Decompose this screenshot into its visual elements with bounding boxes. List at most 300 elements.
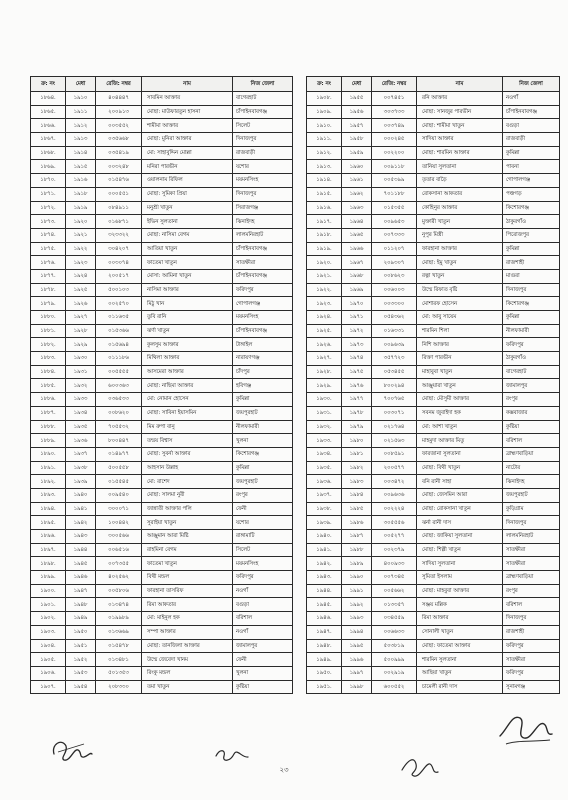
- cell-serial: ১৯৪২.: [307, 557, 342, 571]
- cell-district: খুলনা: [233, 666, 293, 680]
- cell-merit: ১৯১৮: [66, 187, 96, 201]
- cell-name: ফারজানা সুলতানা: [417, 447, 503, 461]
- cell-reg: ০০৯৫৪০: [96, 488, 142, 502]
- cell-name: মোসা: আমিনা খাতুন: [142, 269, 233, 283]
- cell-merit: ১৯৫৮: [342, 133, 372, 147]
- cell-serial: ১৮৬৭.: [31, 133, 66, 147]
- cell-merit: ১৯৫৭: [342, 119, 372, 133]
- cell-name: তৃতার বাড়ৈ: [417, 174, 503, 188]
- cell-merit: ১৯৫১: [66, 639, 96, 653]
- cell-reg: ৫০০৯৯৯: [372, 653, 417, 667]
- cell-serial: ১৮৭৭.: [31, 269, 66, 283]
- cell-district: ঠাকুরগাঁও: [503, 352, 560, 366]
- table-row: [307, 311, 560, 325]
- cell-district: বাগেরহাট: [233, 92, 293, 106]
- cell-reg: ০০০২৪৫: [372, 133, 417, 147]
- merit-list-table-right: [306, 76, 560, 694]
- cell-serial: ১৮৮৩.: [31, 352, 66, 366]
- cell-district: গোপালগঞ্জ: [233, 297, 293, 311]
- cell-reg: ০০৮৬২৩: [372, 269, 417, 283]
- table-row: [31, 488, 293, 502]
- cell-merit: ১৯৯৪: [342, 625, 372, 639]
- cell-reg: ০০৩০৭১: [372, 406, 417, 420]
- cell-name: মোছা: বিথী খাতুন: [417, 461, 503, 475]
- cell-district: বগুড়া: [233, 598, 293, 612]
- cell-merit: ১৯১৪: [66, 146, 96, 160]
- cell-reg: ০৩৬৫৩৩: [96, 393, 142, 407]
- cell-serial: ১৮৯৫.: [31, 516, 66, 530]
- header-reg: রেজি: নম্বর: [372, 77, 417, 92]
- cell-serial: ১৯৩৪.: [307, 447, 342, 461]
- cell-district: রংপুর: [233, 488, 293, 502]
- cell-name: উম্মে জেবেদা খানম: [142, 653, 233, 667]
- cell-name: আসমেরা আক্তার: [142, 365, 233, 379]
- cell-merit: ১৯৯৫: [342, 639, 372, 653]
- cell-serial: ১৮৬৮.: [31, 146, 66, 160]
- cell-merit: ১৯৯২: [342, 598, 372, 612]
- cell-merit: ১৯৩৫: [66, 420, 96, 434]
- cell-district: পাবনা: [503, 160, 560, 174]
- cell-name: তমা খাতুন: [142, 680, 233, 694]
- cell-merit: ১৯৯১: [342, 584, 372, 598]
- cell-name: বিথী মন্ডল: [142, 571, 233, 585]
- cell-reg: ০১৩৪৭৪: [96, 598, 142, 612]
- cell-merit: ১৯৮৪: [342, 488, 372, 502]
- header-merit: মেধা: [342, 77, 372, 92]
- cell-reg: ০০৮৬২০: [96, 406, 142, 420]
- cell-name: রনি আক্তার: [417, 92, 503, 106]
- cell-name: ওয়ালনাম রিফিল: [142, 174, 233, 188]
- cell-serial: ১৮৮২.: [31, 338, 66, 352]
- cell-merit: ১৯৩১: [66, 365, 96, 379]
- cell-district: ফরিদপুর: [503, 666, 560, 680]
- cell-name: রিক্তা পারভীন: [417, 352, 503, 366]
- cell-merit: ১৯৭৪: [342, 352, 372, 366]
- cell-reg: ০১৫৩৫৫: [372, 201, 417, 215]
- cell-district: দিনাজপুর: [233, 187, 293, 201]
- cell-serial: ১৯৩২.: [307, 420, 342, 434]
- cell-district: লালমনিরহাট: [503, 530, 560, 544]
- cell-serial: ১৮৬৫.: [31, 105, 66, 119]
- cell-name: মোছা: সালমা নুরী: [142, 488, 233, 502]
- cell-serial: ১৮৬৯.: [31, 160, 66, 174]
- cell-merit: ১৯৮৮: [342, 543, 372, 557]
- cell-merit: ১৯৬২: [342, 187, 372, 201]
- cell-serial: ১৮৭০.: [31, 174, 66, 188]
- cell-district: পিরোজপুর: [503, 228, 560, 242]
- cell-district: জামালপুর: [233, 639, 293, 653]
- cell-district: গোপালগঞ্জ: [503, 174, 560, 188]
- header-serial: ক্র: নং: [31, 77, 66, 92]
- cell-name: মোছা: তানজিলা আক্তার: [142, 639, 233, 653]
- cell-reg: ০১১৬৩৫: [96, 311, 142, 325]
- cell-district: কিশোরগঞ্জ: [503, 297, 560, 311]
- table-row: [307, 324, 560, 338]
- cell-district: মাগুরা: [503, 269, 560, 283]
- cell-serial: ১৯১৯.: [307, 242, 342, 256]
- table-row: [31, 639, 293, 653]
- cell-serial: ১৯২৫.: [307, 324, 342, 338]
- table-row: [31, 502, 293, 516]
- cell-serial: ১৯৪০.: [307, 530, 342, 544]
- cell-reg: ৪০৪৪৪৭: [96, 92, 142, 106]
- merit-list-table-left: [30, 76, 293, 694]
- cell-district: কুমিল্লা: [233, 393, 293, 407]
- cell-district: নওগাঁ: [503, 92, 560, 106]
- cell-district: চাঁপাইনবাবগঞ্জ: [233, 105, 293, 119]
- table-row: [307, 283, 560, 297]
- cell-merit: ১৯৪৮: [66, 598, 96, 612]
- cell-reg: ০২১৫৬৩: [372, 434, 417, 448]
- page-number: ২৩: [279, 766, 289, 774]
- cell-serial: ১৯০০.: [31, 584, 66, 598]
- table-row: [307, 475, 560, 489]
- cell-district: ময়মনসিংহ: [233, 311, 293, 325]
- cell-serial: ১৮৯০.: [31, 447, 66, 461]
- cell-reg: ২০০৫৭৭: [372, 461, 417, 475]
- table-row: [307, 612, 560, 626]
- cell-reg: ০০৭৩৫৫: [96, 557, 142, 571]
- cell-name: ফারহানা আক্তার: [417, 242, 503, 256]
- cell-reg: ০৮৪৯১১: [96, 201, 142, 215]
- cell-reg: ৩২৩৩২২: [96, 228, 142, 242]
- cell-reg: ০০৩০৭৪: [96, 256, 142, 270]
- cell-district: দিনাজপুর: [503, 612, 560, 626]
- cell-reg: ০১৩৪৮১: [96, 653, 142, 667]
- cell-district: জামালপুর: [503, 379, 560, 393]
- cell-merit: ১৯৪০: [66, 488, 96, 502]
- table-row: [31, 324, 293, 338]
- cell-name: আতিয়া খাতুন: [142, 242, 233, 256]
- cell-reg: ০০৫২৭৭: [372, 530, 417, 544]
- cell-district: কিশোরগঞ্জ: [233, 447, 293, 461]
- cell-merit: ১৯৪৭: [66, 584, 96, 598]
- cell-merit: ১৯৬৩: [342, 201, 372, 215]
- table-row: [31, 393, 293, 407]
- cell-reg: ০০৯১১৮: [372, 160, 417, 174]
- table-row: [31, 201, 293, 215]
- cell-name: মাহাবুবা খাতুন: [417, 365, 503, 379]
- cell-reg: ৭০১১৮৮: [372, 187, 417, 201]
- cell-reg: ০০৩৪৭২: [372, 475, 417, 489]
- cell-name: রিংকু মন্ডল: [142, 666, 233, 680]
- cell-district: নওগাঁ: [233, 625, 293, 639]
- cell-name: মিথিলা আক্তার: [142, 352, 233, 366]
- cell-district: সুনামগঞ্জ: [503, 680, 560, 694]
- cell-merit: ১৯৩৭: [66, 447, 96, 461]
- header-reg: রেজি: নম্বর: [96, 77, 142, 92]
- cell-reg: ৫০০৫৫৮: [96, 461, 142, 475]
- cell-name: মোছা: শামীমা খাতুন: [417, 119, 503, 133]
- cell-district: চাঁপাইনবাবগঞ্জ: [233, 269, 293, 283]
- cell-serial: ১৯২২.: [307, 283, 342, 297]
- cell-serial: ১৮৮০.: [31, 311, 66, 325]
- cell-merit: ১৯৪২: [66, 516, 96, 530]
- cell-serial: ১৯০৯.: [307, 105, 342, 119]
- table-row: [31, 174, 293, 188]
- cell-district: কুমিল্লা: [503, 242, 560, 256]
- table-row: [31, 612, 293, 626]
- cell-reg: ৮০০৪৪৭: [96, 434, 142, 448]
- cell-name: রোকসানা আকতার: [417, 187, 503, 201]
- cell-merit: ১৯৩৬: [66, 434, 96, 448]
- cell-name: মোছা: সুমিকা প্রিয়া: [142, 187, 233, 201]
- table-body-left: [31, 92, 293, 694]
- cell-reg: ০১৩৩৫৭: [372, 598, 417, 612]
- cell-merit: ১৯৩৩: [66, 393, 96, 407]
- cell-merit: ১৯৬৫: [342, 228, 372, 242]
- cell-reg: ০০৫৬৬২: [372, 584, 417, 598]
- table-row: [307, 653, 560, 667]
- cell-serial: ১৯৩৫.: [307, 461, 342, 475]
- cell-name: রাহমিনা বেগম: [142, 543, 233, 557]
- cell-name: সাবমিন আক্তার: [142, 92, 233, 106]
- cell-district: ময়মনসিংহ: [233, 174, 293, 188]
- cell-serial: ১৯৩৮.: [307, 502, 342, 516]
- cell-merit: ১৯৬৮: [342, 269, 372, 283]
- cell-serial: ১৮৭৬.: [31, 256, 66, 270]
- cell-reg: ০০৫৩৯৯: [372, 174, 417, 188]
- cell-serial: ১৯০৫.: [31, 653, 66, 667]
- cell-reg: ০০৩৩০০: [372, 297, 417, 311]
- cell-district: জয়পুরহাট: [233, 406, 293, 420]
- cell-merit: ১৯৮৯: [342, 557, 372, 571]
- cell-district: দিনাজপুর: [503, 516, 560, 530]
- cell-reg: ৬০০৩৬৩: [96, 379, 142, 393]
- cell-reg: ২০০৯১৩: [96, 105, 142, 119]
- table-row: [31, 187, 293, 201]
- cell-merit: ১৯৩২: [66, 379, 96, 393]
- cell-name: ফাতেমা খাতুন: [142, 557, 233, 571]
- cell-district: কুষ্টিয়া: [233, 680, 293, 694]
- cell-merit: ১৯২৩: [66, 256, 96, 270]
- cell-name: ফাতেমা খাতুন: [142, 256, 233, 270]
- table-row: [307, 666, 560, 680]
- cell-district: সাতক্ষীরা: [503, 557, 560, 571]
- cell-district: ঠাকুরগাঁও: [503, 215, 560, 229]
- table-row: [31, 680, 293, 694]
- table-row: [31, 584, 293, 598]
- table-row: [307, 584, 560, 598]
- cell-merit: ১৯৪৩: [66, 530, 96, 544]
- cell-reg: ০১৩৬৬৯: [96, 625, 142, 639]
- cell-merit: ১৯৭০: [342, 297, 372, 311]
- cell-merit: ১৯৮৭: [342, 530, 372, 544]
- cell-serial: ১৮৯৮.: [31, 557, 66, 571]
- table-row: [31, 160, 293, 174]
- table-row: [307, 557, 560, 571]
- cell-merit: ১৯১২: [66, 119, 96, 133]
- cell-name: সঞ্জয় মল্লিক: [417, 598, 503, 612]
- table-row: [31, 475, 293, 489]
- cell-merit: ১৯৯০: [342, 571, 372, 585]
- cell-merit: ১৯৭২: [342, 324, 372, 338]
- cell-district: খুলনা: [233, 434, 293, 448]
- cell-merit: ১৯৪১: [66, 502, 96, 516]
- cell-name: মোশারফ হোসেন: [417, 297, 503, 311]
- cell-serial: ১৮৬৬.: [31, 119, 66, 133]
- cell-merit: ১৯৭৫: [342, 365, 372, 379]
- cell-name: রত্না খাতুন: [417, 269, 503, 283]
- cell-district: জয়পুরহাট: [233, 475, 293, 489]
- cell-reg: ০১৪৯৭৭: [96, 447, 142, 461]
- cell-district: বরিশাল: [233, 612, 293, 626]
- signature-middle: [212, 738, 252, 768]
- cell-district: চাঁপাইনবাবগঞ্জ: [503, 105, 560, 119]
- cell-name: সোনালী খাতুন: [417, 625, 503, 639]
- cell-reg: ৪০২৫৬২: [96, 571, 142, 585]
- cell-district: ফেনী: [233, 653, 293, 667]
- cell-district: ফরিদপুর: [233, 283, 293, 297]
- cell-district: কুষ্টিয়া: [503, 420, 560, 434]
- table-row: [307, 365, 560, 379]
- cell-serial: ১৯১১.: [307, 133, 342, 147]
- cell-serial: ১৯৪৩.: [307, 571, 342, 585]
- cell-name: মো: নোমান হোসেন: [142, 393, 233, 407]
- cell-merit: ১৯৬০: [342, 160, 372, 174]
- cell-reg: ০১৫৩৬৬: [96, 324, 142, 338]
- cell-merit: ১৯২৫: [66, 283, 96, 297]
- cell-name: মাহমুদা আক্তার মিতু: [417, 434, 503, 448]
- cell-name: মোছা: নাছিমা আক্তার: [142, 379, 233, 393]
- cell-serial: ১৮৬৪.: [31, 92, 66, 106]
- table-body-right: [307, 92, 560, 694]
- cell-serial: ১৮৭৮.: [31, 283, 66, 297]
- cell-district: টাঙ্গাইল: [233, 338, 293, 352]
- cell-reg: ০৩৪৫৫৯: [372, 612, 417, 626]
- cell-name: মোছা: রোকসানা খাতুন: [417, 502, 503, 516]
- cell-merit: ১৯৯৭: [342, 666, 372, 680]
- cell-serial: ১৮৮৭.: [31, 406, 66, 420]
- table-row: [31, 557, 293, 571]
- table-row: [31, 598, 293, 612]
- table-row: [307, 434, 560, 448]
- cell-name: রিমা আকতার: [142, 598, 233, 612]
- cell-reg: ০০৩৫৫২: [96, 119, 142, 133]
- cell-name: মোছা: ফাতেমা আক্তার: [417, 639, 503, 653]
- cell-district: বগুড়া: [503, 119, 560, 133]
- cell-name: মুক্তারী খাতুন: [417, 215, 503, 229]
- cell-name: কুলসুম আক্তার: [142, 338, 233, 352]
- cell-merit: ১৯২৮: [66, 324, 96, 338]
- cell-serial: ১৯২৭.: [307, 352, 342, 366]
- table-row: [307, 502, 560, 516]
- cell-merit: ১৯৭৮: [342, 406, 372, 420]
- cell-merit: ১৯৫৩: [66, 666, 96, 680]
- cell-serial: ১৯৫১.: [307, 680, 342, 694]
- cell-serial: ১৯৩৬.: [307, 475, 342, 489]
- cell-serial: ১৮৭৯.: [31, 297, 66, 311]
- header-name: নাম: [417, 77, 503, 92]
- cell-reg: ০০০৫৫১: [96, 187, 142, 201]
- table-row: [31, 461, 293, 475]
- table-row: [307, 598, 560, 612]
- table-row: [307, 187, 560, 201]
- cell-name: মোছা: সুবর্না আক্তার: [142, 447, 233, 461]
- table-row: [307, 625, 560, 639]
- cell-serial: ১৯১২.: [307, 146, 342, 160]
- cell-serial: ১৯১৪.: [307, 174, 342, 188]
- table-row: [31, 311, 293, 325]
- cell-name: মোছা: নাসিমা বেগম: [142, 228, 233, 242]
- cell-serial: ১৯২৮.: [307, 365, 342, 379]
- cell-district: রাঙ্গামাটি: [233, 530, 293, 544]
- cell-serial: ১৯২৪.: [307, 311, 342, 325]
- cell-district: ফরিদপুর: [233, 571, 293, 585]
- cell-merit: ১৯৩৮: [66, 461, 96, 475]
- cell-district: ফরিদপুর: [503, 639, 560, 653]
- cell-reg: ০০৯৬৩৬: [372, 488, 417, 502]
- table-row: [31, 283, 293, 297]
- table-row: [307, 379, 560, 393]
- table-row: [307, 571, 560, 585]
- cell-name: নিশি আক্তার: [417, 338, 503, 352]
- cell-serial: ১৯৩০.: [307, 393, 342, 407]
- table-row: [307, 228, 560, 242]
- cell-serial: ১৯৪৫.: [307, 598, 342, 612]
- cell-serial: ১৯০৬.: [31, 666, 66, 680]
- cell-serial: ১৮৯৪.: [31, 502, 66, 516]
- cell-merit: ১৯২৪: [66, 269, 96, 283]
- cell-name: কোহিনুর আক্তার: [417, 201, 503, 215]
- cell-serial: ১৯১০.: [307, 119, 342, 133]
- table-row: [307, 461, 560, 475]
- cell-merit: ১৯৯৬: [342, 653, 372, 667]
- cell-serial: ১৯১৩.: [307, 160, 342, 174]
- cell-name: আঞ্জুয়ারা খাতুন: [417, 379, 503, 393]
- cell-district: দিনাজপুর: [503, 283, 560, 297]
- cell-merit: ১৯৮৫: [342, 502, 372, 516]
- cell-reg: ০০২৯১৯: [372, 666, 417, 680]
- cell-serial: ১৮৯৬.: [31, 530, 66, 544]
- cell-district: নাটোর: [503, 461, 560, 475]
- cell-name: তন্ময় বিশ্বাস: [142, 434, 233, 448]
- cell-reg: ০১৬৩৩১: [372, 324, 417, 338]
- cell-district: নীলফামারী: [233, 420, 293, 434]
- table-row: [307, 201, 560, 215]
- table-row: [307, 543, 560, 557]
- table-row: [31, 625, 293, 639]
- cell-name: উম্মে রিফাত বৃষ্টি: [417, 283, 503, 297]
- table-row: [31, 269, 293, 283]
- cell-serial: ১৯২৩.: [307, 297, 342, 311]
- cell-name: মো: মাইনুল হক: [142, 612, 233, 626]
- cell-merit: ১৯৬৪: [342, 215, 372, 229]
- cell-name: শারমিন সুলতানা: [417, 653, 503, 667]
- cell-serial: ১৯১৮.: [307, 228, 342, 242]
- cell-name: নাসিমা আক্তার: [142, 283, 233, 297]
- cell-name: মো: সাহাবুদ্দিন মোল্লা: [142, 146, 233, 160]
- cell-district: সাতক্ষীরা: [233, 256, 293, 270]
- cell-merit: ১৯১৫: [66, 160, 96, 174]
- cell-reg: ৫০৩৮১৯: [372, 639, 417, 653]
- cell-name: মোছা: ইমু খাতুন: [417, 256, 503, 270]
- cell-name: মনুশ্রী খাতুন: [142, 201, 233, 215]
- cell-name: মোছা: জাকিয়া সুলতানা: [417, 530, 503, 544]
- cell-reg: ৪০০৯৩৩: [372, 557, 417, 571]
- cell-merit: ১৯৮০: [342, 434, 372, 448]
- cell-reg: ০০৭৩৩৩: [372, 228, 417, 242]
- cell-district: চাঁপাইনবাবগঞ্জ: [233, 242, 293, 256]
- cell-name: নুপুর মিস্ত্রী: [417, 228, 503, 242]
- table-row: [31, 338, 293, 352]
- table-row: [307, 680, 560, 694]
- cell-serial: ১৯১৭.: [307, 215, 342, 229]
- cell-name: মোছা: মাহবুবা আক্তার: [417, 584, 503, 598]
- table-row: [307, 242, 560, 256]
- cell-serial: ১৯৪৬.: [307, 612, 342, 626]
- cell-name: সাদিয়া সুলতানা: [417, 557, 503, 571]
